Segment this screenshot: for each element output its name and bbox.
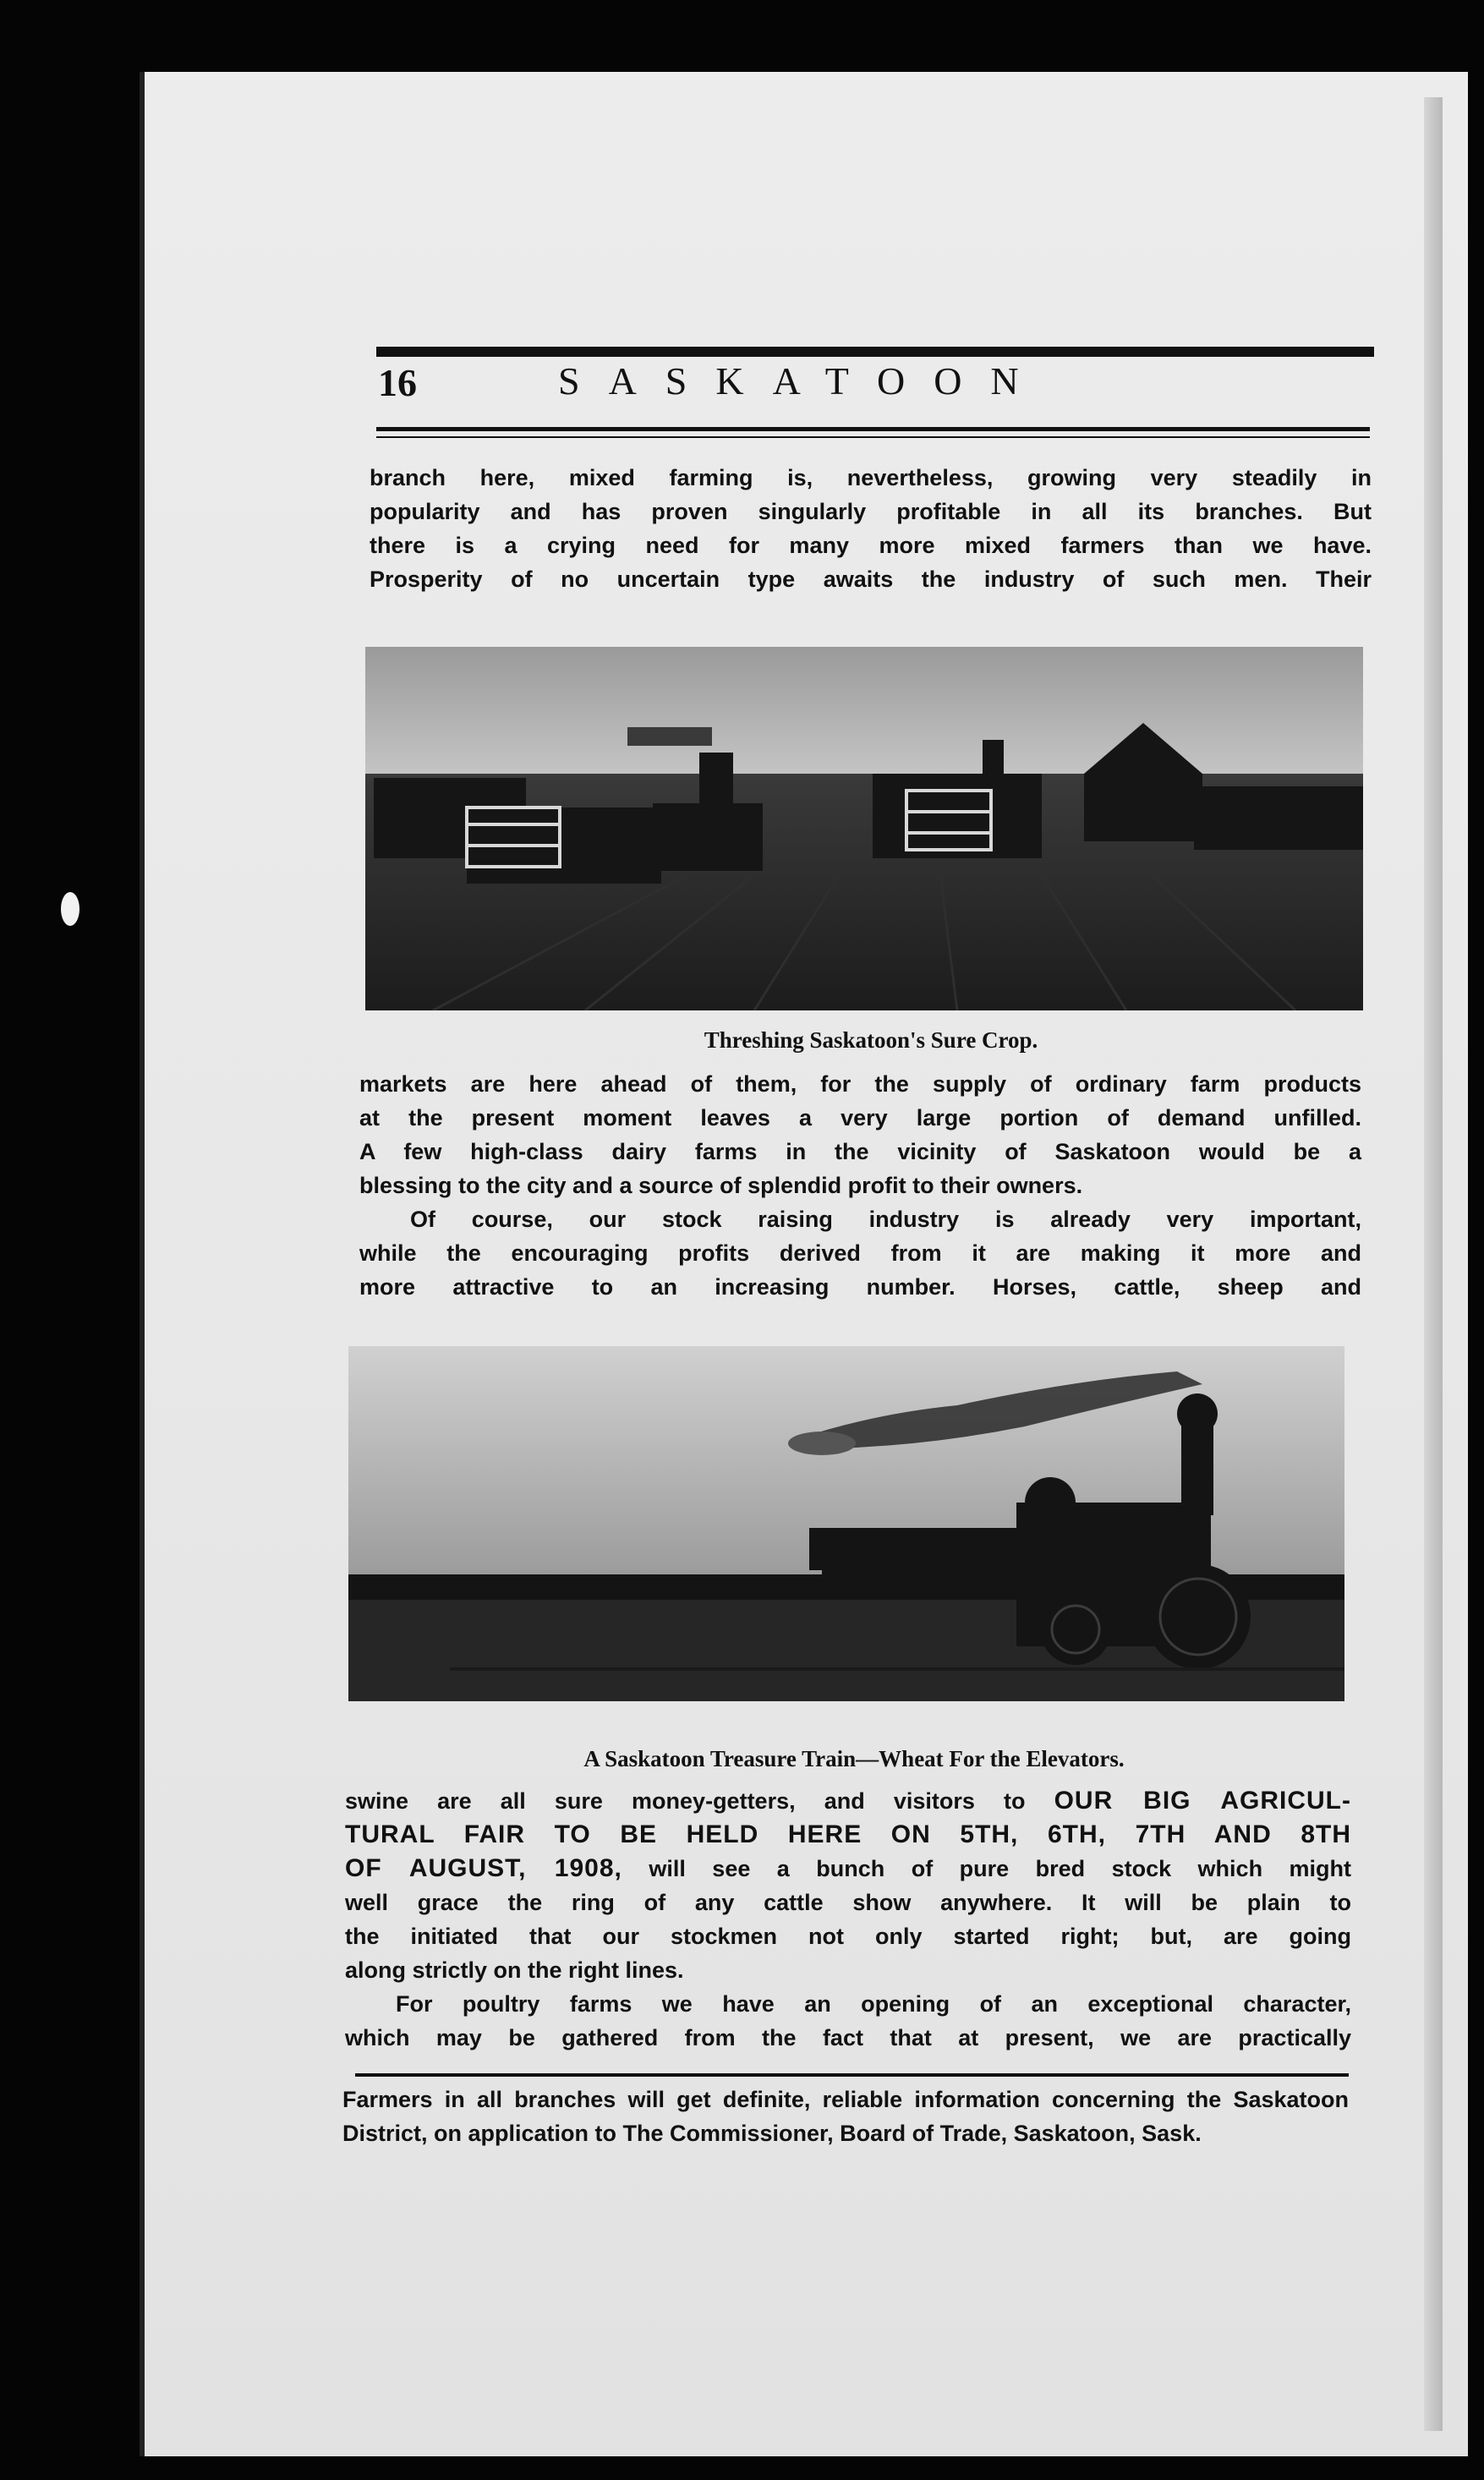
text-run: swine are all sure money-getters, and visitors to [345, 1788, 1026, 1814]
text-line: popularity and has proven singularly profitable in all its branches. But [370, 499, 1372, 524]
paragraph-3 [359, 1202, 1361, 1304]
text-run: will see a bunch of pure bred stock which might [649, 1856, 1352, 1881]
footer-note-text: Farmers in all branches will get definite, reliable information concerning the Saskatoon District, on application to The Commissioner, Board of Trade, Saskatoon, Sask. [342, 2087, 1349, 2146]
text-line: more attractive to an increasing number. Horses, cattle, sheep and [359, 1274, 1361, 1300]
text-line: along strictly on the right lines. [345, 1957, 684, 1983]
page-number: 16 [378, 361, 417, 404]
text-line [345, 1784, 1351, 1818]
footer-note [342, 2083, 1349, 2150]
paragraph-1 [370, 461, 1372, 596]
text-line: blessing to the city and a source of splendid profit to their owners. [359, 1173, 1083, 1198]
fair-announcement: TURAL FAIR TO BE HELD HERE ON 5TH, 6TH, 7TH AND 8TH [345, 1820, 1351, 1848]
treasure-train-photo [348, 1346, 1344, 1701]
text-line [345, 1852, 1351, 1886]
text-line: which may be gathered from the fact that at present, we are practically [345, 2025, 1351, 2050]
text-line: branch here, mixed farming is, nevertheless, growing very steadily in [370, 465, 1372, 490]
text-line: markets are here ahead of them, for the supply of ordinary farm products [359, 1071, 1361, 1097]
paragraph-5 [345, 1987, 1351, 2055]
paragraph-4 [345, 1784, 1351, 1987]
treasure-train-caption: A Saskatoon Treasure Train—Wheat For the Elevators. [583, 1746, 1125, 1771]
text-line: A few high-class dairy farms in the vicinity of Saskatoon would be a [359, 1139, 1361, 1164]
fair-announcement: OF AUGUST, 1908, [345, 1854, 622, 1882]
text-line: Of course, our stock raising industry is already very important, [410, 1207, 1361, 1232]
text-line: the initiated that our stockmen not only started right; but, are going [345, 1924, 1351, 1949]
text-line: at the present moment leaves a very large portion of demand unfilled. [359, 1105, 1361, 1131]
text-line: Prosperity of no uncertain type awaits the industry of such men. Their [370, 567, 1372, 592]
header-rule-bottom [376, 427, 1370, 438]
text-line: For poultry farms we have an opening of an exceptional character, [396, 1991, 1351, 2017]
header-rule-top [376, 347, 1374, 357]
fair-announcement: OUR BIG AGRICUL- [1054, 1787, 1351, 1815]
scan-smudge [61, 892, 79, 926]
text-line: there is a crying need for many more mixed farmers than we have. [370, 533, 1372, 558]
footer-rule [355, 2073, 1349, 2077]
paragraph-2 [359, 1067, 1361, 1202]
running-head: SASKATOON [558, 359, 1048, 402]
text-line: well grace the ring of any cattle show anywhere. It will be plain to [345, 1890, 1351, 1915]
text-line: while the encouraging profits derived from it are making it more and [359, 1240, 1361, 1266]
threshing-caption: Threshing Saskatoon's Sure Crop. [704, 1027, 1038, 1053]
threshing-photo [365, 647, 1363, 1010]
